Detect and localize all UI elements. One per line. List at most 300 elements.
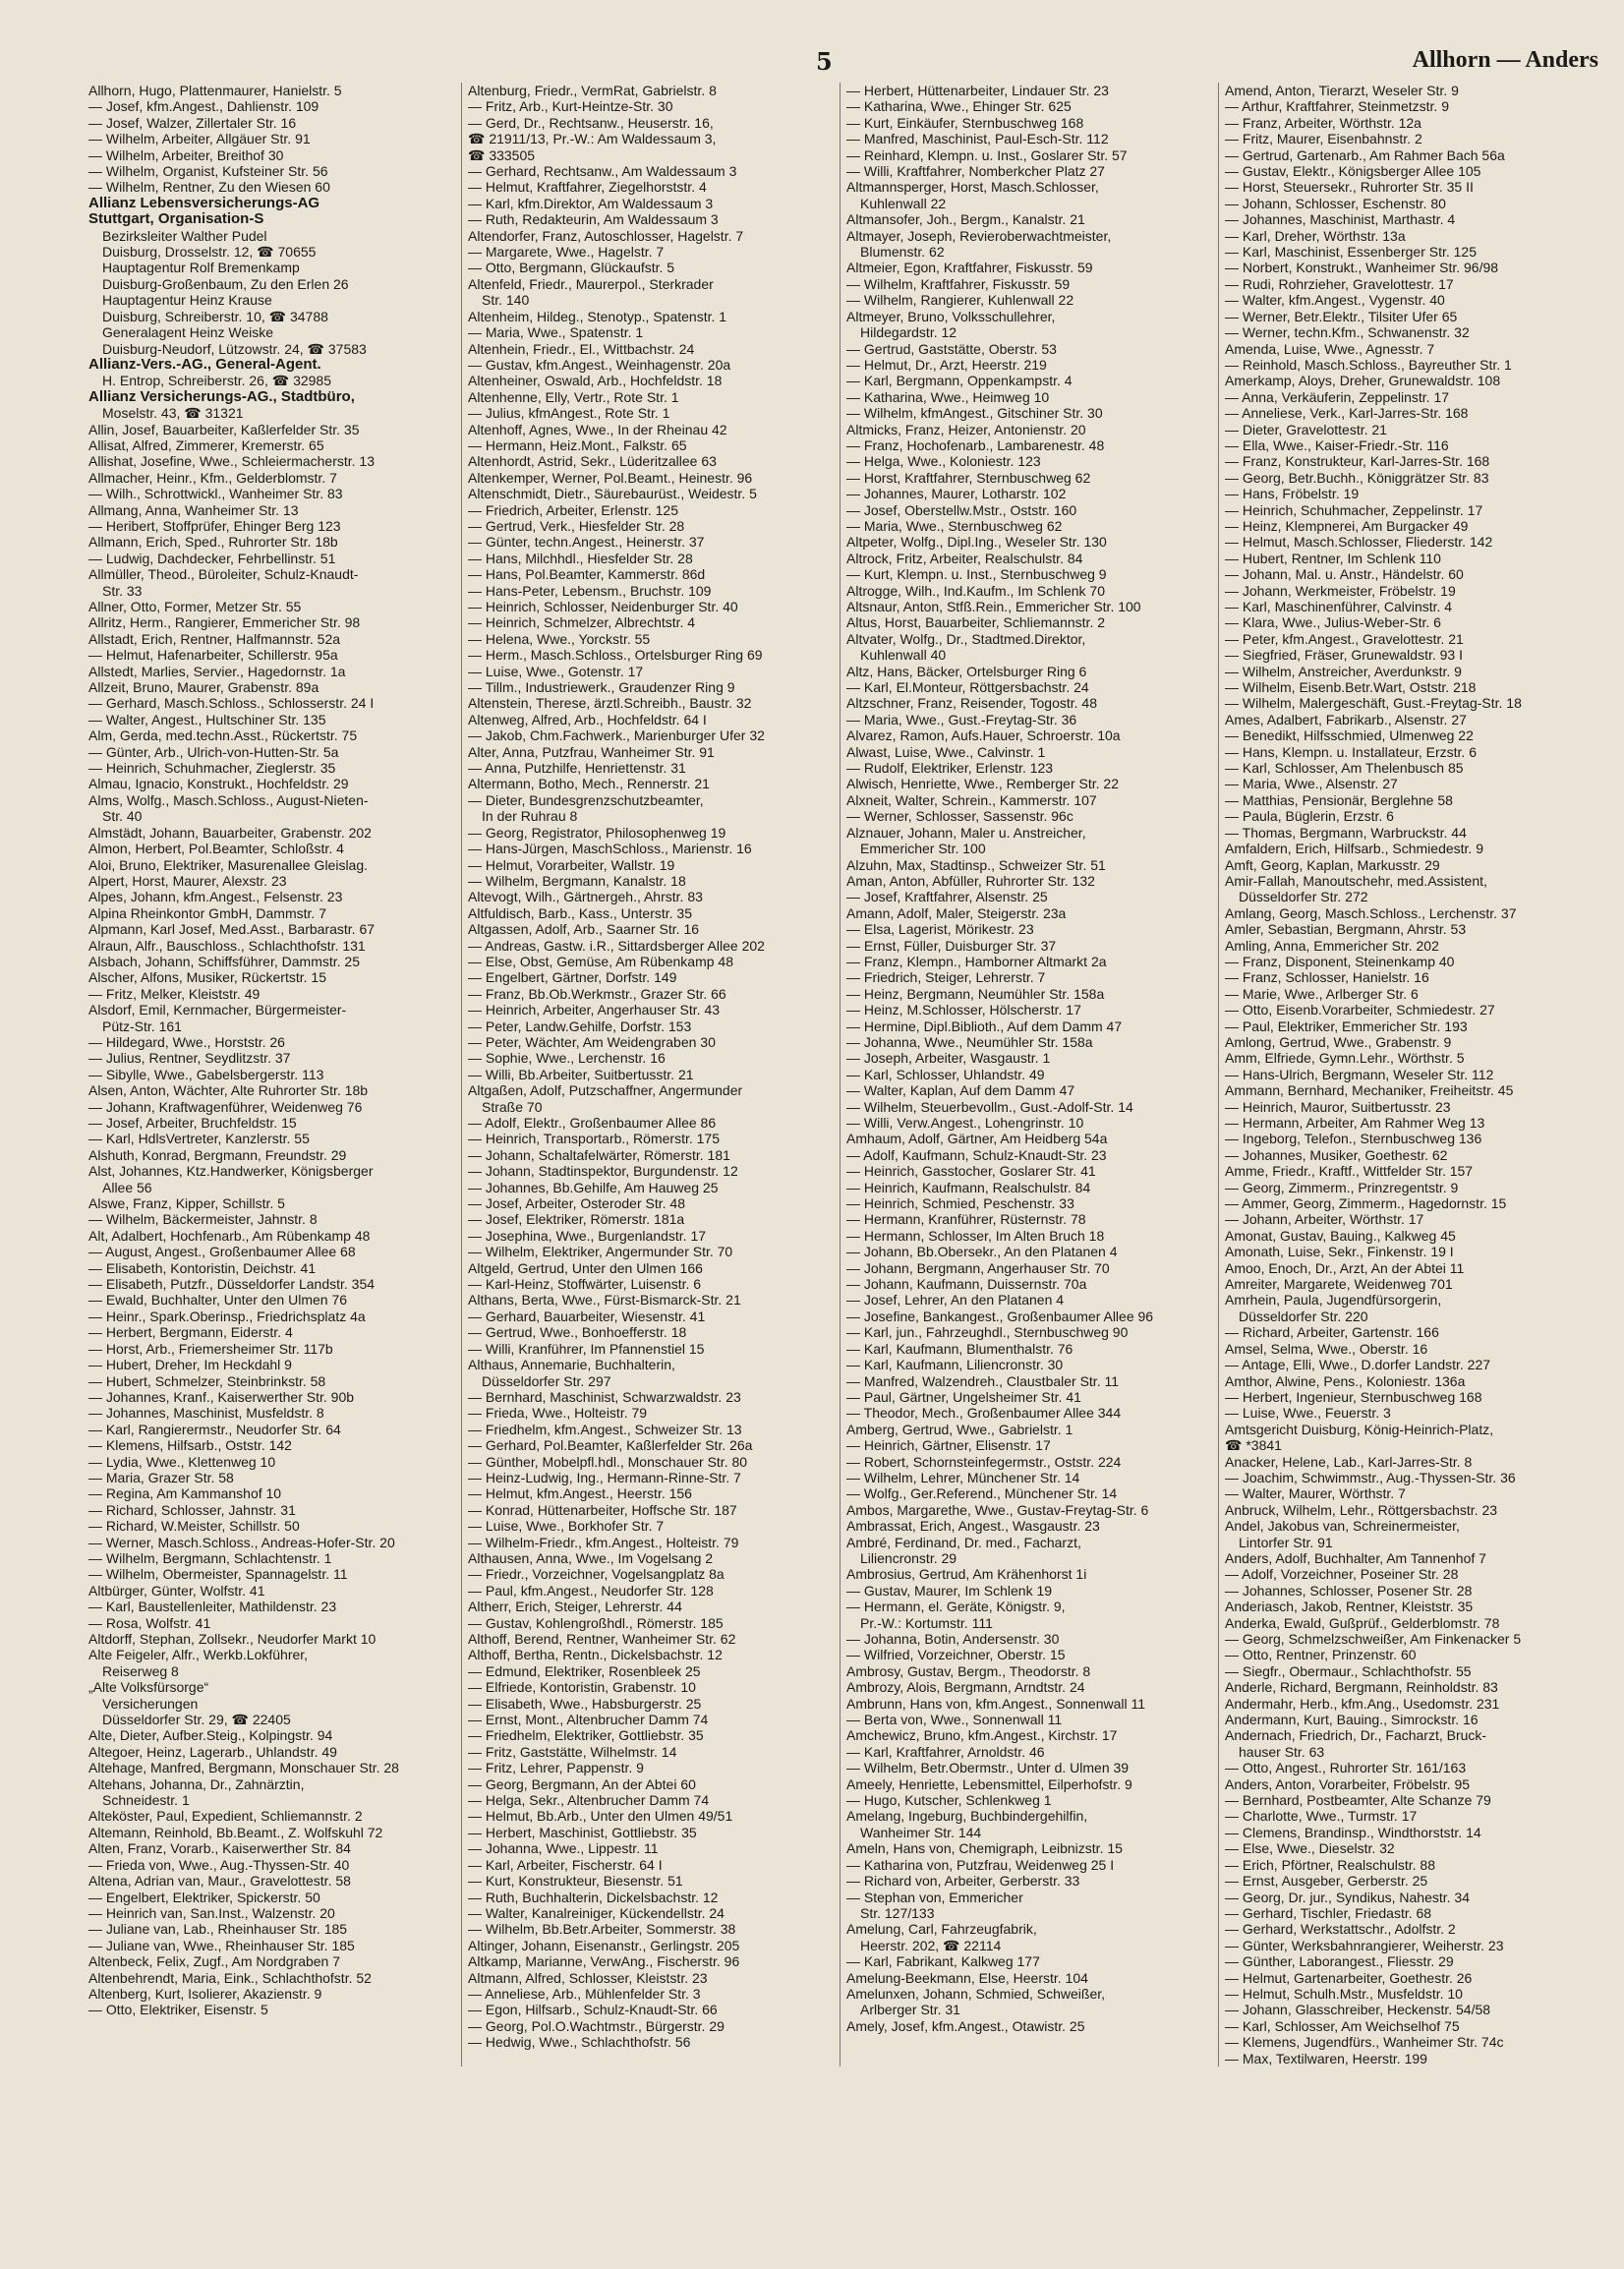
directory-entry: Amm, Elfriede, Gymn.Lehr., Wörthstr. 5 [1225, 1050, 1465, 1067]
directory-entry: Althans, Berta, Wwe., Fürst-Bismarck-Str. 21 [468, 1292, 741, 1309]
directory-entry: Versicherungen [102, 1695, 199, 1712]
directory-entry: — Konrad, Hüttenarbeiter, Hoffsche Str. 187 [468, 1501, 737, 1518]
directory-entry: Amely, Josef, kfm.Angest., Otawistr. 25 [846, 2017, 1085, 2034]
column-1 [83, 83, 461, 2066]
directory-entry: — Ernst, Füller, Duisburger Str. 37 [846, 937, 1057, 954]
directory-entry: Amenda, Luise, Wwe., Agnesstr. 7 [1225, 340, 1435, 357]
directory-entry: Amann, Adolf, Maler, Steigerstr. 23a [846, 904, 1067, 921]
directory-entry: — Karl, kfm.Direktor, Am Waldessaum 3 [468, 195, 714, 211]
directory-entry: — Helmut, Bb.Arb., Unter den Ulmen 49/51 [468, 1808, 733, 1825]
directory-entry: — Hermann, Heiz.Mont., Falkstr. 65 [468, 436, 687, 453]
directory-entry: — Matthias, Pensionär, Berglehne 58 [1225, 791, 1453, 808]
directory-entry: — Josef, Walzer, Zillertaler Str. 16 [88, 114, 297, 131]
directory-entry: — Gerhard, Pol.Beamter, Kaßlerfelder Str. 26a [468, 1437, 753, 1454]
directory-entry: — Hans, Fröbelstr. 19 [1225, 486, 1360, 502]
directory-entry: — Richard von, Arbeiter, Gerberstr. 33 [846, 1873, 1080, 1890]
directory-entry: — Gertrud, Gartenarb., Am Rahmer Bach 56a [1225, 146, 1505, 163]
directory-entry: — Richard, W.Meister, Schillstr. 50 [88, 1518, 300, 1535]
directory-entry: — Helmut, Dr., Arzt, Heerstr. 219 [846, 356, 1047, 373]
directory-entry: — Johannes, Maschinist, Marthastr. 4 [1225, 211, 1456, 228]
directory-entry: Allstedt, Marlies, Servier., Hagedornstr. 1a [88, 663, 346, 679]
directory-entry: — Norbert, Konstrukt., Wanheimer Str. 96/98 [1225, 260, 1499, 276]
directory-entry: — Elisabeth, Kontoristin, Deichstr. 41 [88, 1259, 317, 1276]
directory-entry: Alwisch, Henriette, Wwe., Remberger Str. 22 [846, 776, 1119, 792]
directory-entry: — Georg, Bergmann, An der Abtei 60 [468, 1775, 696, 1792]
directory-entry: — Fritz, Lehrer, Pappenstr. 9 [468, 1760, 644, 1776]
directory-entry: — Berta von, Wwe., Sonnenwall 11 [846, 1712, 1063, 1728]
directory-entry: Altvater, Wolfg., Dr., Stadtmed.Direktor, [846, 630, 1086, 647]
directory-entry: Allhorn, Hugo, Plattenmaurer, Hanielstr. 5 [88, 83, 342, 98]
directory-entry: Amelung, Carl, Fahrzeugfabrik, [846, 1921, 1037, 1938]
directory-entry: Alvarez, Ramon, Aufs.Hauer, Schroerstr. 10a [846, 727, 1121, 744]
directory-entry: Allin, Josef, Bauarbeiter, Kaßlerfelder Str. 35 [88, 421, 360, 437]
directory-entry: Altenweg, Alfred, Arb., Hochfeldstr. 64 I [468, 711, 707, 727]
directory-entry: — Paul, Elektriker, Emmericher Str. 193 [1225, 1018, 1468, 1034]
directory-entry: — Frieda von, Wwe., Aug.-Thyssen-Str. 40 [88, 1856, 350, 1873]
directory-entry: — Heinrich, Schmied, Peschenstr. 33 [846, 1195, 1074, 1212]
directory-entry: Altemann, Reinhold, Bb.Beamt., Z. Wolfskuhl 72 [88, 1824, 383, 1840]
directory-entry: — Helga, Wwe., Koloniestr. 123 [846, 453, 1041, 470]
directory-entry: — Johann, Bb.Obersekr., An den Platanen 4 [846, 1244, 1118, 1260]
directory-entry: — Hans-Peter, Lebensm., Bruchstr. 109 [468, 582, 712, 599]
directory-entry: Altgaßen, Adolf, Putzschaffner, Angermunder [468, 1082, 743, 1099]
directory-entry: — Engelbert, Elektriker, Spickerstr. 50 [88, 1889, 320, 1905]
directory-entry: Bezirksleiter Walther Pudel [102, 227, 267, 244]
directory-entry: — Egon, Hilfsarb., Schulz-Knaudt-Str. 66 [468, 2002, 718, 2018]
directory-entry: — Dieter, Bundesgrenzschutzbeamter, [468, 791, 704, 808]
directory-entry: — Franz, Schlosser, Hanielstr. 16 [1225, 969, 1429, 986]
directory-entry: — Otto, Eisenb.Vorarbeiter, Schmiedestr. 27 [1225, 1002, 1495, 1018]
directory-entry: — Johann, Bergmann, Angerhauser Str. 70 [846, 1259, 1110, 1276]
page-header [83, 47, 1598, 77]
directory-entry: Altdorff, Stephan, Zollsekr., Neudorfer Markt 10 [88, 1631, 377, 1647]
directory-entry: Anderka, Ewald, Gußprüf., Gelderblomstr. 78 [1225, 1614, 1500, 1631]
running-head: Allhorn — Anders [1412, 47, 1598, 73]
directory-entry: Altpeter, Wolfg., Dipl.Ing., Weseler Str. 130 [846, 534, 1107, 551]
directory-entry: Blumenstr. 62 [860, 244, 945, 261]
directory-entry: Str. 140 [482, 292, 530, 309]
directory-entry: Ambré, Ferdinand, Dr. med., Facharzt, [846, 1534, 1081, 1550]
directory-entry: Altgassen, Adolf, Arb., Saarner Str. 16 [468, 921, 700, 938]
directory-entry: Altrogge, Wilh., Ind.Kaufm., Im Schlenk 70 [846, 582, 1106, 599]
directory-entry: — Heinrich van, San.Inst., Walzenstr. 20 [88, 1904, 335, 1921]
directory-entry: Altenheim, Hildeg., Stenotyp., Spatenstr. 1 [468, 308, 727, 324]
directory-entry: Alzuhn, Max, Stadtinsp., Schweizer Str. 51 [846, 856, 1106, 873]
directory-entry: Ambrosy, Gustav, Bergm., Theodorstr. 8 [846, 1662, 1091, 1679]
directory-entry: Alpina Rheinkontor GmbH, Dammstr. 7 [88, 904, 326, 921]
directory-entry: — Josef, Oberstellw.Mstr., Oststr. 160 [846, 501, 1077, 518]
directory-entry: Alpmann, Karl Josef, Med.Asst., Barbarastr. 67 [88, 921, 376, 938]
directory-entry: — Paul, kfm.Angest., Neudorfer Str. 128 [468, 1582, 714, 1599]
directory-entry: Altenhein, Friedr., El., Wittbachstr. 24 [468, 340, 695, 357]
directory-entry: — Karl, El.Monteur, Röttgersbachstr. 24 [846, 679, 1089, 696]
directory-entry: — Ewald, Buchhalter, Unter den Ulmen 76 [88, 1292, 348, 1309]
directory-entry: — Günter, techn.Angest., Heinerstr. 37 [468, 534, 705, 551]
directory-entry: — Josephina, Wwe., Burgenlandstr. 17 [468, 1227, 707, 1244]
directory-entry: — Hubert, Dreher, Im Heckdahl 9 [88, 1357, 292, 1373]
directory-entry: — Wilhelm, Eisenb.Betr.Wart, Oststr. 218 [1225, 679, 1477, 696]
directory-entry: — Otto, Angest., Ruhrorter Str. 161/163 [1225, 1760, 1467, 1776]
directory-entry: — Werner, techn.Kfm., Schwanenstr. 32 [1225, 324, 1470, 341]
directory-entry: Ambrunn, Hans von, kfm.Angest., Sonnenwall 11 [846, 1695, 1146, 1712]
directory-entry: — Wilhelm, Rentner, Zu den Wiesen 60 [88, 179, 330, 196]
directory-entry: Amonat, Gustav, Bauing., Kalkweg 45 [1225, 1227, 1456, 1244]
directory-entry: — Juliane van, Lab., Rheinhauser Str. 185 [88, 1921, 348, 1938]
directory-entry: Ambrassat, Erich, Angest., Wasgaustr. 23 [846, 1518, 1100, 1535]
directory-entry: — Karl, Baustellenleiter, Mathildenstr. 23 [88, 1599, 337, 1615]
directory-entry: — Otto, Bergmann, Glückaufstr. 5 [468, 260, 675, 276]
directory-entry: — Hubert, Rentner, Im Schlenk 110 [1225, 550, 1441, 566]
directory-entry: — Werner, Betr.Elektr., Tilsiter Ufer 65 [1225, 308, 1458, 324]
directory-entry: — Ernst, Mont., Altenbrucher Damm 74 [468, 1712, 709, 1728]
directory-entry: — Siegfried, Fräser, Grunewaldstr. 93 I [1225, 647, 1463, 664]
directory-entry: Altmann, Alfred, Schlosser, Kleiststr. 23 [468, 1969, 708, 1986]
directory-entry: — Sibylle, Wwe., Gabelsbergerstr. 113 [88, 1066, 324, 1082]
directory-entry: — Friedrich, Arbeiter, Erlenstr. 125 [468, 501, 678, 518]
directory-entry: — Marie, Wwe., Arlberger Str. 6 [1225, 985, 1419, 1002]
directory-entry: — Margarete, Wwe., Hagelstr. 7 [468, 244, 665, 261]
directory-entry: In der Ruhrau 8 [482, 808, 578, 825]
directory-entry: — Edmund, Elektriker, Rosenbleek 25 [468, 1662, 701, 1679]
directory-entry: — Siegfr., Obermaur., Schlachthofstr. 55 [1225, 1662, 1472, 1679]
directory-entry: — Ingeborg, Telefon., Sternbuschweg 136 [1225, 1131, 1482, 1147]
directory-entry: — Franz, Hochofenarb., Lambarenestr. 48 [846, 436, 1105, 453]
directory-entry: Düsseldorfer Str. 29, ☎ 22405 [102, 1712, 291, 1728]
directory-entry: Amft, Georg, Kaplan, Markusstr. 29 [1225, 856, 1440, 873]
directory-entry: ☎ *3841 [1225, 1437, 1282, 1454]
directory-entry: Aloi, Bruno, Elektriker, Masurenallee Gleislag. [88, 856, 369, 873]
directory-entry: Duisburg, Schreiberstr. 10, ☎ 34788 [102, 308, 328, 324]
directory-entry: — Sophie, Wwe., Lerchenstr. 16 [468, 1050, 666, 1067]
directory-entry: Amerkamp, Aloys, Dreher, Grunewaldstr. 108 [1225, 373, 1501, 389]
directory-entry: — Gerd, Dr., Rechtsanw., Heuserstr. 16, [468, 114, 714, 131]
column-2 [461, 83, 840, 2066]
directory-entry: Altfuldisch, Barb., Kass., Unterstr. 35 [468, 904, 692, 921]
directory-entry: — Arthur, Kraftfahrer, Steinmetzstr. 9 [1225, 98, 1449, 115]
directory-entry: — Reinhard, Klempn. u. Inst., Goslarer Str. 57 [846, 146, 1128, 163]
directory-entry: — Franz, Konstrukteur, Karl-Jarres-Str. 168 [1225, 453, 1490, 470]
directory-entry: Alte Feigeler, Alfr., Werkb.Lokführer, [88, 1647, 309, 1663]
directory-entry: — Helmut, Hafenarbeiter, Schillerstr. 95a [88, 647, 338, 664]
directory-entry: Reiserweg 8 [102, 1662, 179, 1679]
directory-entry: — Johann, Werkmeister, Fröbelstr. 19 [1225, 582, 1456, 599]
directory-entry: — Georg, Zimmerm., Prinzregentstr. 9 [1225, 1179, 1459, 1195]
directory-entry: — Charlotte, Wwe., Turmstr. 17 [1225, 1808, 1418, 1825]
directory-entry: — Helmut, kfm.Angest., Heerstr. 156 [468, 1485, 692, 1502]
directory-entry: Amonath, Luise, Sekr., Finkenstr. 19 I [1225, 1244, 1454, 1260]
directory-entry: — Gertrud, Wwe., Bonhoefferstr. 18 [468, 1324, 687, 1341]
directory-entry: — Walter, Maurer, Wörthstr. 7 [1225, 1485, 1406, 1502]
directory-entry: Allmann, Erich, Sped., Ruhrorter Str. 18b [88, 534, 338, 551]
directory-entry: — Fritz, Maurer, Eisenbahnstr. 2 [1225, 131, 1422, 147]
directory-entry: — Johannes, Musiker, Goethestr. 62 [1225, 1146, 1448, 1163]
directory-entry: Altenkemper, Werner, Pol.Beamt., Heinestr. 96 [468, 469, 753, 486]
directory-entry: Pr.-W.: Kortumstr. 111 [860, 1614, 993, 1631]
directory-entry: Altmeier, Egon, Kraftfahrer, Fiskusstr. 59 [846, 260, 1093, 276]
directory-entry: — Richard, Arbeiter, Gartenstr. 166 [1225, 1324, 1439, 1341]
directory-entry: — Günther, Laborangest., Fliesstr. 29 [1225, 1953, 1454, 1970]
directory-entry: — Wilfried, Vorzeichner, Oberstr. 15 [846, 1647, 1066, 1663]
directory-entry: Alsbach, Johann, Schiffsführer, Dammstr. 25 [88, 953, 360, 969]
directory-entry: — Helga, Sekr., Altenbrucher Damm 74 [468, 1792, 710, 1809]
directory-entry: Allmacher, Heinr., Kfm., Gelderblomstr. 7 [88, 469, 337, 486]
directory-entry: Heerstr. 202, ☎ 22114 [860, 1937, 1002, 1953]
directory-entry: — Hubert, Schmelzer, Steinbrinkstr. 58 [88, 1372, 326, 1389]
directory-entry: — Wilhelm-Friedr., kfm.Angest., Holteistr. 79 [468, 1534, 739, 1550]
directory-entry: — Maria, Wwe., Spatenstr. 1 [468, 324, 644, 341]
directory-entry: — Josef, kfm.Angest., Dahlienstr. 109 [88, 98, 319, 115]
directory-entry: — Katharina, Wwe., Heimweg 10 [846, 388, 1050, 405]
directory-entry: Allishat, Josefine, Wwe., Schleiermacherstr. 13 [88, 453, 376, 470]
directory-entry: Allstadt, Erich, Rentner, Halfmannstr. 52a [88, 630, 341, 647]
directory-entry: Altendorfer, Franz, Autoschlosser, Hagelstr. 7 [468, 227, 744, 244]
directory-entry: Alm, Gerda, med.techn.Asst., Rückertstr. 75 [88, 727, 358, 744]
directory-entry: Andermann, Kurt, Bauing., Simrockstr. 16 [1225, 1712, 1479, 1728]
directory-entry: — Gerhard, Rechtsanw., Am Waldessaum 3 [468, 163, 737, 180]
directory-entry: — Willi, Kraftfahrer, Nomberkcher Platz 27 [846, 163, 1105, 180]
directory-entry: — Wilhelm, Kraftfahrer, Fiskusstr. 59 [846, 275, 1071, 292]
directory-entry: — Günther, Mobelpfl.hdl., Monschauer Str. 80 [468, 1453, 748, 1470]
directory-entry: — Anna, Verkäuferin, Zeppelinstr. 17 [1225, 388, 1450, 405]
directory-entry: — Wolfg., Ger.Referend., Münchener Str. 14 [846, 1485, 1118, 1502]
directory-entry: — Karl, Rangierermstr., Neudorfer Str. 64 [88, 1421, 341, 1437]
directory-entry: — Heinz, M.Schlosser, Hölscherstr. 17 [846, 1002, 1081, 1018]
directory-entry: — Katharina, Wwe., Ehinger Str. 625 [846, 98, 1072, 115]
directory-entry: — Peter, kfm.Angest., Gravelottestr. 21 [1225, 630, 1464, 647]
directory-entry: — Fritz, Arb., Kurt-Heintze-Str. 30 [468, 98, 673, 115]
directory-entry: — Friedhelm, kfm.Angest., Schweizer Str. 13 [468, 1421, 742, 1437]
directory-entry: — Heinrich, Gasstocher, Goslarer Str. 41 [846, 1163, 1096, 1180]
directory-entry: Allianz Lebensversicherungs-AG [88, 194, 320, 211]
directory-entry: — Karl, Schlosser, Am Weichselhof 75 [1225, 2017, 1460, 2034]
directory-entry: Stuttgart, Organisation-S [88, 210, 264, 228]
directory-entry: — Manfred, Walzendreh., Claustbaler Str. 11 [846, 1372, 1120, 1389]
directory-entry: — Gertrud, Gaststätte, Oberstr. 53 [846, 340, 1057, 357]
directory-entry: — Johann, Schlosser, Eschenstr. 80 [1225, 195, 1446, 211]
directory-entry: — Else, Wwe., Dieselstr. 32 [1225, 1840, 1395, 1857]
directory-entry: Altzschner, Franz, Reisender, Togostr. 48 [846, 695, 1097, 712]
directory-entry: Amhaum, Adolf, Gärtner, Am Heidberg 54a [846, 1131, 1108, 1147]
directory-entry: Andel, Jakobus van, Schreinermeister, [1225, 1518, 1460, 1535]
directory-entry: — Wilhelm, kfmAngest., Gitschiner Str. 30 [846, 405, 1103, 422]
directory-entry: — Anneliese, Arb., Mühlenfelder Str. 3 [468, 1985, 701, 2002]
directory-entry: — Hugo, Kutscher, Schlenkweg 1 [846, 1792, 1052, 1809]
directory-entry: Allianz-Vers.-AG., General-Agent. [88, 355, 321, 373]
directory-entry: Amlong, Gertrud, Wwe., Grabenstr. 9 [1225, 1033, 1452, 1050]
directory-entry: — Karl-Heinz, Stoffwärter, Luisenstr. 6 [468, 1276, 702, 1293]
directory-entry: Amthor, Alwine, Pens., Koloniestr. 136a [1225, 1372, 1466, 1389]
directory-entry: Alten, Franz, Vorarb., Kaiserwerther Str. 84 [88, 1840, 351, 1857]
directory-entry: — Hermann, Kranführer, Rüsternstr. 78 [846, 1211, 1086, 1228]
directory-entry: — Tillm., Industriewerk., Graudenzer Ring 9 [468, 679, 735, 696]
directory-entry: Altrock, Fritz, Arbeiter, Realschulstr. 84 [846, 550, 1083, 566]
directory-entry: ☎ 21911/13, Pr.-W.: Am Waldessaum 3, [468, 131, 717, 147]
directory-entry: — Wilhelm, Bergmann, Schlachtenstr. 1 [88, 1549, 332, 1566]
directory-entry: — Gertrud, Verk., Hiesfelder Str. 28 [468, 517, 685, 534]
directory-entry: — Johann, Stadtinspektor, Burgundenstr. 12 [468, 1163, 738, 1180]
directory-entry: — Erich, Pförtner, Realschulstr. 88 [1225, 1856, 1435, 1873]
directory-entry: Düsseldorfer Str. 297 [482, 1372, 611, 1389]
directory-entry: — Karl, Maschinenführer, Calvinstr. 4 [1225, 599, 1453, 614]
directory-entry: — Georg, Registrator, Philosophenweg 19 [468, 824, 726, 841]
directory-entry: — Else, Obst, Gemüse, Am Rübenkamp 48 [468, 953, 734, 969]
directory-entry: — Maria, Wwe., Gust.-Freytag-Str. 36 [846, 711, 1077, 727]
directory-entry: Ambrosius, Gertrud, Am Krähenhorst 1i [846, 1566, 1087, 1583]
directory-entry: Hauptagentur Rolf Bremenkamp [102, 260, 300, 276]
directory-entry: — Heinz-Ludwig, Ing., Hermann-Rinne-Str. 7 [468, 1469, 741, 1485]
directory-entry: — Wilhelm, Rangierer, Kuhlenwall 22 [846, 292, 1074, 309]
directory-entry: Alswe, Franz, Kipper, Schillstr. 5 [88, 1195, 285, 1212]
directory-entry: — Lydia, Wwe., Klettenweg 10 [88, 1453, 276, 1470]
directory-entry: Altenberg, Kurt, Isolierer, Akazienstr. 9 [88, 1985, 322, 2002]
directory-entry: Allner, Otto, Former, Metzer Str. 55 [88, 599, 302, 614]
directory-entry: — Horst, Arb., Friemersheimer Str. 117b [88, 1340, 333, 1357]
directory-entry: Wanheimer Str. 144 [860, 1824, 982, 1840]
directory-entry: — Julius, Rentner, Seydlitzstr. 37 [88, 1050, 291, 1067]
directory-entry: — Bernhard, Maschinist, Schwarzwaldstr. 23 [468, 1388, 741, 1405]
directory-entry: Althoff, Berend, Rentner, Wanheimer Str. 62 [468, 1631, 736, 1647]
directory-entry: Pütz-Str. 161 [102, 1018, 182, 1034]
directory-entry: Altkamp, Marianne, VerwAng., Fischerstr. 96 [468, 1953, 740, 1970]
directory-entry: — Heinrich, Schuhmacher, Zeppelinstr. 17 [1225, 501, 1483, 518]
directory-entry: Allmang, Anna, Wanheimer Str. 13 [88, 501, 299, 518]
directory-entry: — Karl, Schlosser, Uhlandstr. 49 [846, 1066, 1045, 1082]
directory-entry: — Stephan von, Emmericher [846, 1889, 1023, 1905]
directory-entry: — Hildegard, Wwe., Horststr. 26 [88, 1033, 285, 1050]
directory-entry: Aman, Anton, Abfüller, Ruhrorter Str. 132 [846, 872, 1095, 889]
directory-entry: — Hermann, Arbeiter, Am Rahmer Weg 13 [1225, 1115, 1485, 1131]
directory-entry: — Hans, Pol.Beamter, Kammerstr. 86d [468, 566, 706, 583]
directory-entry: — Johann, Mal. u. Anstr., Händelstr. 60 [1225, 566, 1464, 583]
directory-entry: — Heinz, Bergmann, Neumühler Str. 158a [846, 985, 1105, 1002]
column-3 [840, 83, 1218, 2066]
directory-entry: Altenfeld, Friedr., Maurerpol., Sterkrader [468, 275, 714, 292]
column-4 [1218, 83, 1596, 2066]
directory-entry: — Johanna, Wwe., Lippestr. 11 [468, 1840, 659, 1857]
directory-entry: Altsnaur, Anton, Stfß.Rein., Emmericher Str. 100 [846, 599, 1141, 614]
directory-entry: — Walter, Kaplan, Auf dem Damm 47 [846, 1082, 1075, 1099]
directory-entry: — Heinrich, Arbeiter, Angerhauser Str. 43 [468, 1002, 721, 1018]
directory-entry: — Kurt, Einkäufer, Sternbuschweg 168 [846, 114, 1084, 131]
directory-entry: — Wilhelm, Bäckermeister, Jahnstr. 8 [88, 1211, 318, 1228]
directory-entry: — Hermann, el. Geräte, Königstr. 9, [846, 1599, 1066, 1615]
directory-entry: — Luise, Wwe., Feuerstr. 3 [1225, 1405, 1391, 1422]
directory-entry: — Karl, Kaufmann, Liliencronstr. 30 [846, 1357, 1064, 1373]
directory-entry: Amir-Fallah, Manoutschehr, med.Assistent, [1225, 872, 1487, 889]
directory-entry: — Jakob, Chm.Fachwerk., Marienburger Ufer 32 [468, 727, 765, 744]
directory-entry: — Maria, Wwe., Alsenstr. 27 [1225, 776, 1398, 792]
directory-entry: — Hermann, Schlosser, Im Alten Bruch 18 [846, 1227, 1105, 1244]
directory-entry: — Benedikt, Hilfsschmied, Ulmenweg 22 [1225, 727, 1474, 744]
directory-entry: — Georg, Schmelzschweißer, Am Finkenacker 5 [1225, 1631, 1522, 1647]
directory-entry: Moselstr. 43, ☎ 31321 [102, 405, 244, 422]
directory-entry: — Franz, Bb.Ob.Werkmstr., Grazer Str. 66 [468, 985, 726, 1002]
directory-entry: — Johanna, Wwe., Neumühler Str. 158a [846, 1033, 1093, 1050]
directory-entry: — Ruth, Redakteurin, Am Waldessaum 3 [468, 211, 719, 228]
directory-entry: — Walter, Angest., Hultschiner Str. 135 [88, 711, 326, 727]
directory-entry: — Paula, Büglerin, Erzstr. 6 [1225, 808, 1394, 825]
directory-entry: Alraun, Alfr., Bauschloss., Schlachthofstr. 131 [88, 937, 366, 954]
directory-entry: Amsel, Selma, Wwe., Oberstr. 16 [1225, 1340, 1428, 1357]
directory-entry: Amelang, Ingeburg, Buchbindergehilfin, [846, 1808, 1088, 1825]
directory-entry: — Walter, kfm.Angest., Vygenstr. 40 [1225, 292, 1445, 309]
directory-entry: — Günter, Werksbahnrangierer, Weiherstr. 23 [1225, 1937, 1504, 1953]
directory-entry: — Regina, Am Kammanshof 10 [88, 1485, 282, 1502]
directory-entry: — Johann, Schaltafelwärter, Römerstr. 181 [468, 1146, 730, 1163]
directory-entry: — Josef, Arbeiter, Osteroder Str. 48 [468, 1195, 685, 1212]
directory-entry: — Anneliese, Verk., Karl-Jarres-Str. 168 [1225, 405, 1469, 422]
directory-entry: — Manfred, Maschinist, Paul-Esch-Str. 112 [846, 131, 1109, 147]
directory-entry: — Walter, Kanalreiniger, Kückendellstr. 24 [468, 1904, 725, 1921]
directory-entry: Althoff, Bertha, Rentn., Dickelsbachstr. 12 [468, 1647, 723, 1663]
directory-entry: — Hedwig, Wwe., Schlachthofstr. 56 [468, 2034, 691, 2051]
directory-entry: — Joseph, Arbeiter, Wasgaustr. 1 [846, 1050, 1051, 1067]
directory-entry: — Wilhelm, Arbeiter, Allgäuer Str. 91 [88, 131, 311, 147]
directory-entry: — Wilhelm, Steuerbevollm., Gust.-Adolf-Str. 14 [846, 1098, 1133, 1115]
directory-entry: Alznauer, Johann, Maler u. Anstreicher, [846, 824, 1086, 841]
directory-entry: Altmannsperger, Horst, Masch.Schlosser, [846, 179, 1099, 196]
directory-entry: — Johannes, Bb.Gehilfe, Am Hauweg 25 [468, 1179, 719, 1195]
directory-entry: — Gustav, Maurer, Im Schlenk 19 [846, 1582, 1053, 1599]
directory-entry: Ames, Adalbert, Fabrikarb., Alsenstr. 27 [1225, 711, 1467, 727]
directory-entry: Amreiter, Margarete, Weidenweg 701 [1225, 1276, 1453, 1293]
directory-entry: — Reinhold, Masch.Schloss., Bayreuther Str. 1 [1225, 356, 1512, 373]
directory-entry: — Johannes, Maschinist, Musfeldstr. 8 [88, 1405, 324, 1422]
directory-entry: — Joachim, Schwimmstr., Aug.-Thyssen-Str. 36 [1225, 1469, 1516, 1485]
directory-entry: Str. 127/133 [860, 1904, 935, 1921]
directory-entry: — Ammer, Georg, Zimmerm., Hagedornstr. 15 [1225, 1195, 1507, 1212]
directory-entry: — Adolf, Kaufmann, Schulz-Knaudt-Str. 23 [846, 1146, 1107, 1163]
directory-entry: Ambrozy, Alois, Bergmann, Arndtstr. 24 [846, 1679, 1085, 1696]
directory-entry: — Luise, Wwe., Borkhofer Str. 7 [468, 1518, 665, 1535]
directory-entry: — Heinr., Spark.Oberinsp., Friedrichsplatz 4a [88, 1308, 366, 1324]
directory-entry: Düsseldorfer Str. 220 [1239, 1308, 1368, 1324]
directory-entry: Altus, Horst, Bauarbeiter, Schliemannstr. 2 [846, 614, 1106, 631]
directory-entry: — Klara, Wwe., Julius-Weber-Str. 6 [1225, 614, 1441, 631]
directory-entry: — Adolf, Vorzeichner, Poseiner Str. 28 [1225, 1566, 1459, 1583]
directory-entry: Anacker, Helene, Lab., Karl-Jarres-Str. 8 [1225, 1453, 1473, 1470]
directory-entry: — Dieter, Gravelottestr. 21 [1225, 421, 1387, 437]
directory-entry: Andermahr, Herb., kfm.Ang., Usedomstr. 231 [1225, 1695, 1500, 1712]
directory-entry: Altbürger, Günter, Wolfstr. 41 [88, 1582, 265, 1599]
directory-entry: Str. 40 [102, 808, 143, 825]
directory-entry: — Ernst, Ausgeber, Gerberstr. 25 [1225, 1873, 1428, 1890]
directory-entry: Allee 56 [102, 1179, 152, 1195]
directory-entry: — Bernhard, Postbeamter, Alte Schanze 79 [1225, 1792, 1491, 1809]
directory-entry: — Franz, Arbeiter, Wörthstr. 12a [1225, 114, 1421, 131]
page-number: 5 [816, 47, 833, 76]
directory-entry: — Horst, Steuersekr., Ruhrorter Str. 35 II [1225, 179, 1474, 196]
directory-entry: — Georg, Betr.Buchh., Königgrätzer Str. 83 [1225, 469, 1489, 486]
directory-entry: Anbruck, Wilhelm, Lehr., Röttgersbachstr. 23 [1225, 1501, 1498, 1518]
directory-entry: Schneidestr. 1 [102, 1792, 190, 1809]
directory-entry: — Heinrich, Schuhmacher, Zieglerstr. 35 [88, 760, 336, 777]
directory-entry: — Heinrich, Transportarb., Römerstr. 175 [468, 1131, 720, 1147]
directory-entry: — Karl, Kaufmann, Blumenthalstr. 76 [846, 1340, 1073, 1357]
directory-entry: Altegoer, Heinz, Lagerarb., Uhlandstr. 49 [88, 1743, 337, 1760]
directory-columns [83, 83, 1598, 2066]
directory-entry: Emmericher Str. 100 [860, 841, 986, 857]
directory-entry: — Maria, Wwe., Sternbuschweg 62 [846, 517, 1063, 534]
directory-entry: — Wilhelm, Lehrer, Münchener Str. 14 [846, 1469, 1080, 1485]
directory-entry: — Otto, Elektriker, Eisenstr. 5 [88, 2002, 268, 2018]
directory-entry: Altenstein, Therese, ärztl.Schreibh., Baustr. 32 [468, 695, 752, 712]
directory-entry: — Robert, Schornsteinfegermstr., Oststr. 224 [846, 1453, 1122, 1470]
directory-entry: — Karl, Dreher, Wörthstr. 13a [1225, 227, 1406, 244]
directory-entry: Almon, Herbert, Pol.Beamter, Schloßstr. 4 [88, 841, 344, 857]
directory-entry: Amlang, Georg, Masch.Schloss., Lerchenstr. 37 [1225, 904, 1517, 921]
directory-entry: Straße 70 [482, 1098, 543, 1115]
